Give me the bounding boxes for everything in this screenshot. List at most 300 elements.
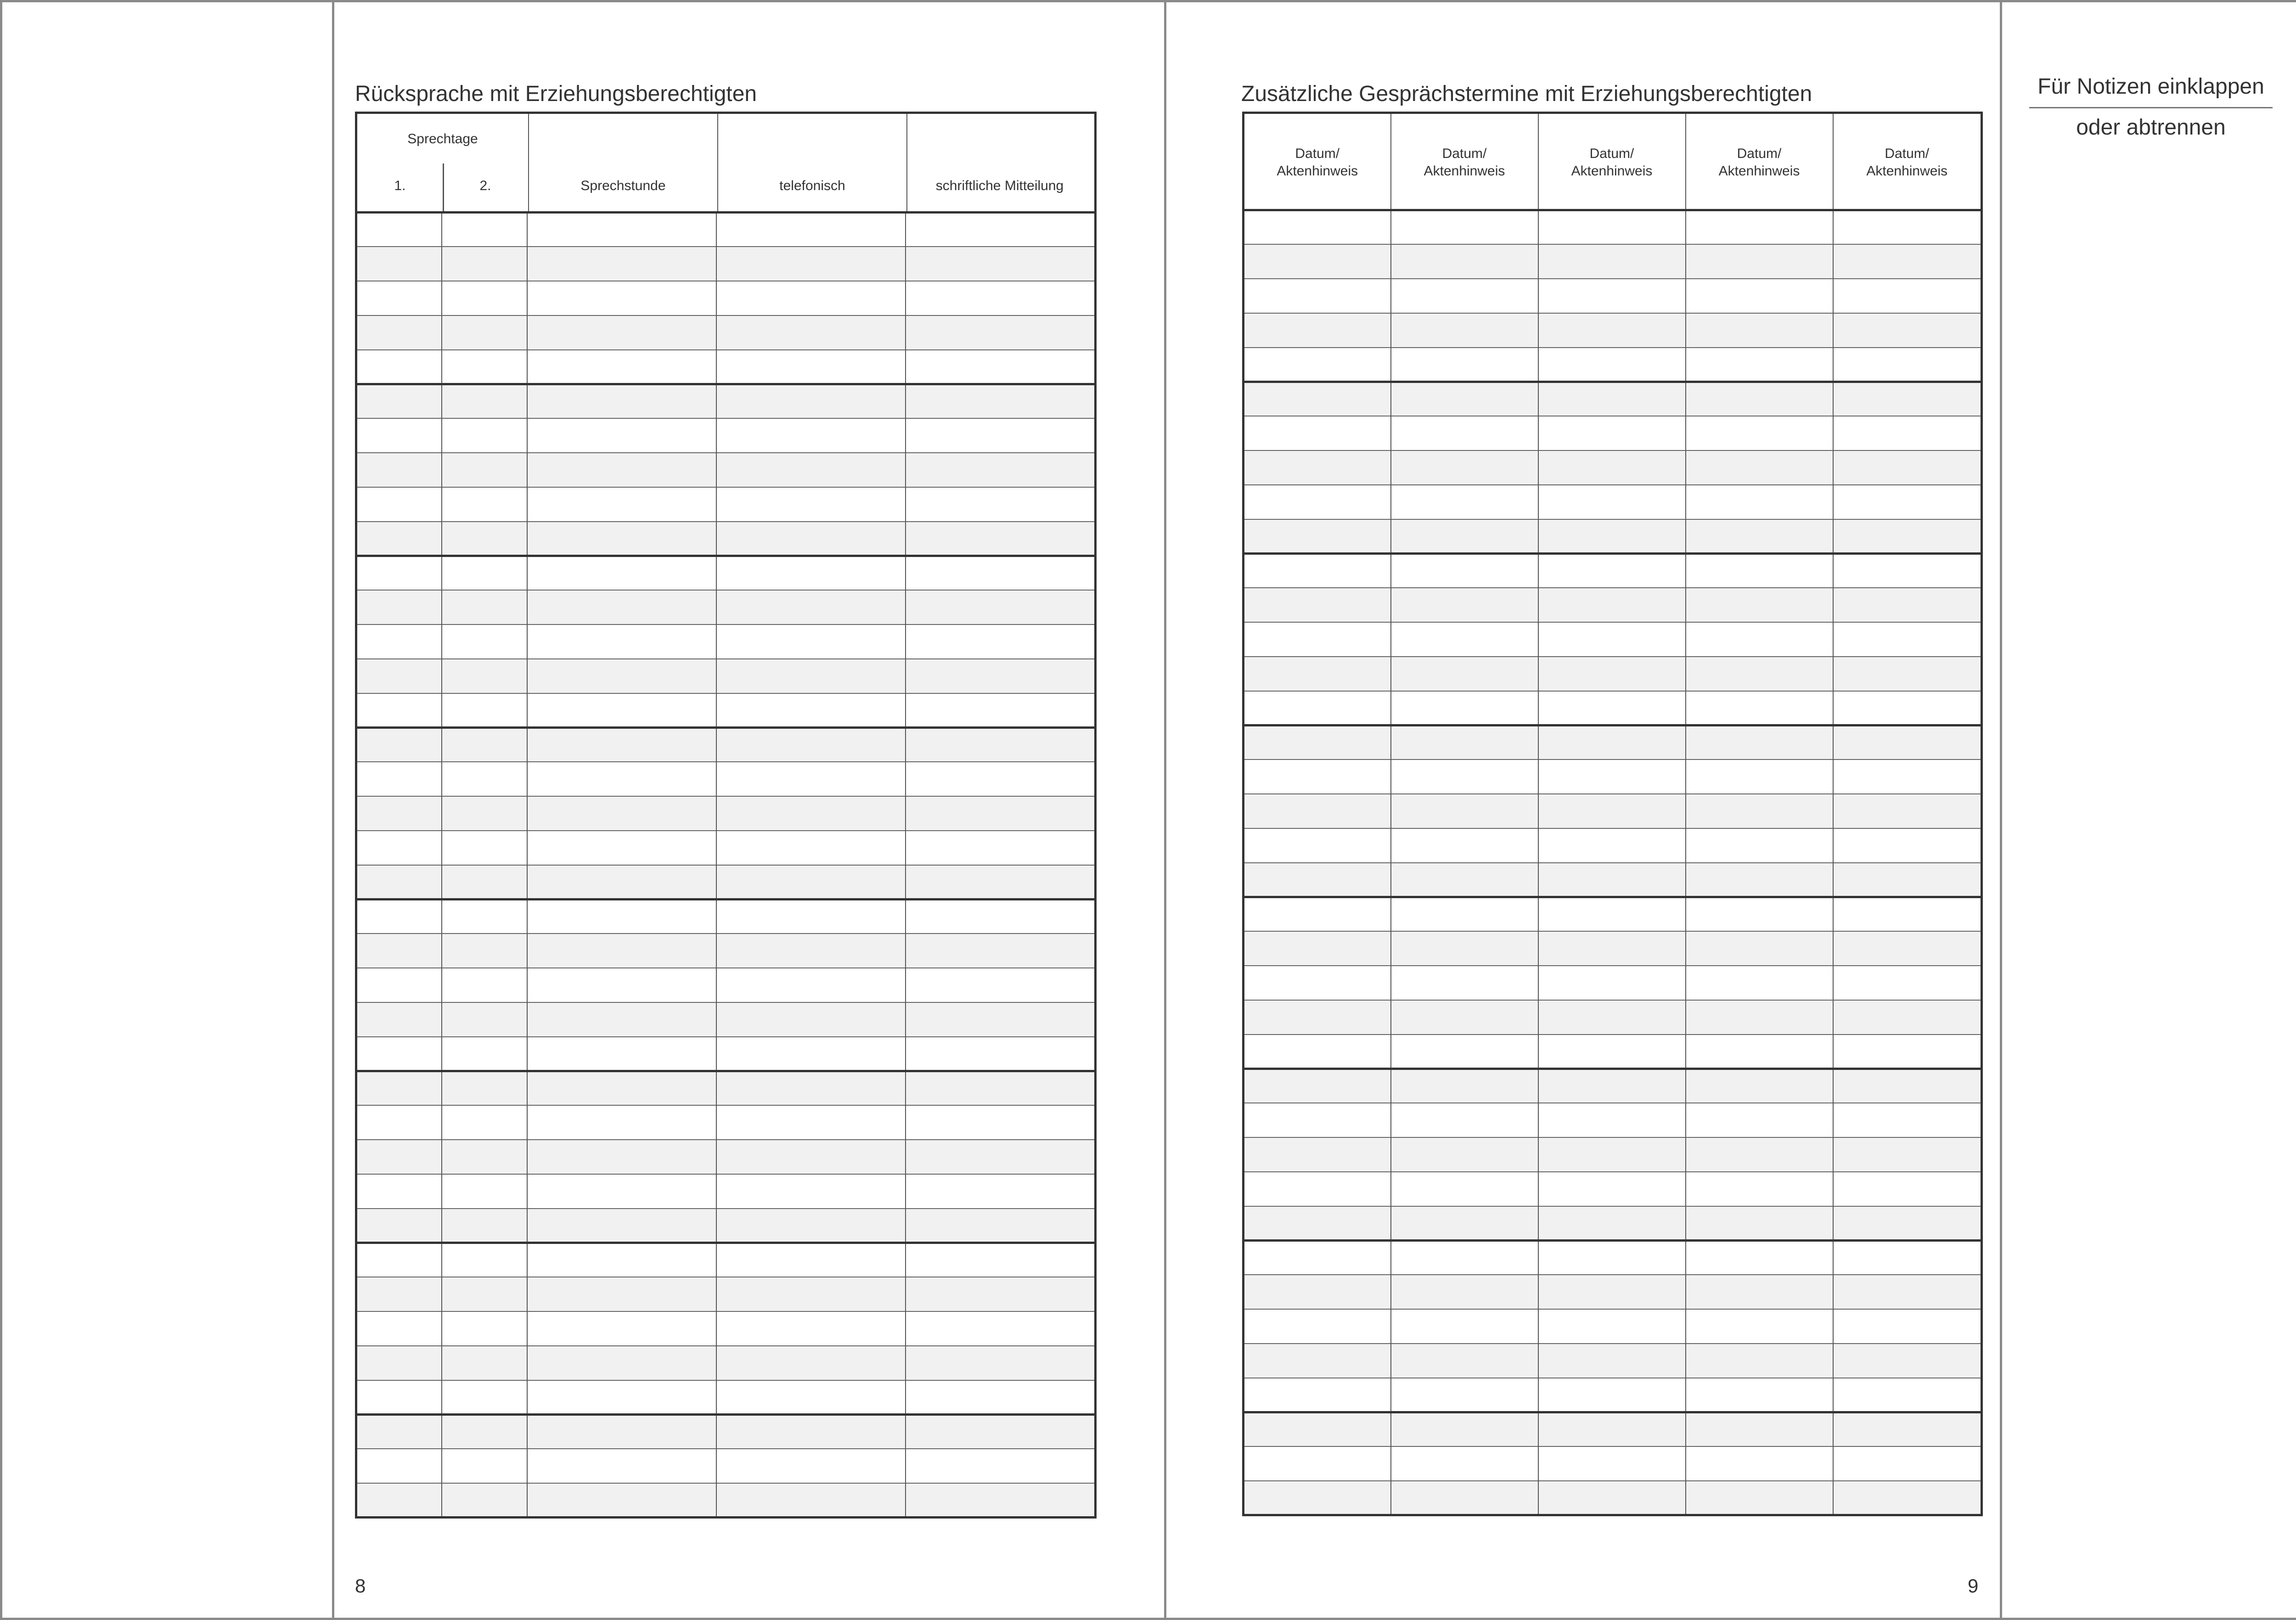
left-table-cell[interactable] xyxy=(527,281,716,315)
right-table-cell[interactable] xyxy=(1391,450,1538,485)
left-table-cell[interactable] xyxy=(527,213,716,247)
left-table-cell[interactable] xyxy=(906,1105,1096,1140)
left-table-cell[interactable] xyxy=(356,899,442,934)
left-table-cell[interactable] xyxy=(527,693,716,728)
left-table-cell[interactable] xyxy=(442,1380,527,1415)
right-table-cell[interactable] xyxy=(1686,725,1833,759)
right-table-cell[interactable] xyxy=(1244,1035,1391,1069)
left-table-cell[interactable] xyxy=(442,247,527,281)
left-table-cell[interactable] xyxy=(442,418,527,453)
left-table-cell[interactable] xyxy=(356,1346,442,1380)
right-table-cell[interactable] xyxy=(1686,348,1833,382)
right-table-cell[interactable] xyxy=(1686,759,1833,794)
left-table-cell[interactable] xyxy=(527,1140,716,1174)
left-table-cell[interactable] xyxy=(716,693,906,728)
left-table-cell[interactable] xyxy=(716,487,906,522)
left-table-cell[interactable] xyxy=(716,762,906,796)
right-table-cell[interactable] xyxy=(1833,863,1982,897)
left-table-cell[interactable] xyxy=(906,659,1096,693)
right-table-cell[interactable] xyxy=(1538,1206,1686,1241)
right-table-cell[interactable] xyxy=(1391,1446,1538,1481)
right-table-cell[interactable] xyxy=(1391,897,1538,931)
left-table-cell[interactable] xyxy=(356,865,442,900)
left-table-cell[interactable] xyxy=(356,590,442,624)
left-table-cell[interactable] xyxy=(906,1414,1096,1449)
right-table-cell[interactable] xyxy=(1244,897,1391,931)
left-table-cell[interactable] xyxy=(527,762,716,796)
left-table-cell[interactable] xyxy=(716,522,906,556)
left-table-cell[interactable] xyxy=(906,384,1096,418)
right-table-cell[interactable] xyxy=(1833,1206,1982,1241)
left-table-cell[interactable] xyxy=(906,487,1096,522)
right-table-cell[interactable] xyxy=(1244,1275,1391,1309)
right-table-cell[interactable] xyxy=(1833,210,1982,245)
right-table-cell[interactable] xyxy=(1391,485,1538,519)
left-table-cell[interactable] xyxy=(442,1449,527,1483)
right-table-cell[interactable] xyxy=(1244,863,1391,897)
left-table-cell[interactable] xyxy=(356,418,442,453)
right-table-cell[interactable] xyxy=(1538,1000,1686,1035)
left-table-cell[interactable] xyxy=(906,727,1096,762)
right-table-cell[interactable] xyxy=(1538,485,1686,519)
right-table-cell[interactable] xyxy=(1686,450,1833,485)
left-table-cell[interactable] xyxy=(906,1140,1096,1174)
right-table-cell[interactable] xyxy=(1538,794,1686,828)
left-table-cell[interactable] xyxy=(442,315,527,350)
left-table-cell[interactable] xyxy=(527,1071,716,1105)
left-table-cell[interactable] xyxy=(442,727,527,762)
left-table-cell[interactable] xyxy=(716,727,906,762)
right-table-cell[interactable] xyxy=(1244,1412,1391,1446)
right-table-cell[interactable] xyxy=(1538,1069,1686,1103)
right-table-cell[interactable] xyxy=(1391,1206,1538,1241)
right-table-cell[interactable] xyxy=(1538,588,1686,622)
right-table-cell[interactable] xyxy=(1538,519,1686,554)
left-table-cell[interactable] xyxy=(906,556,1096,590)
right-table-cell[interactable] xyxy=(1538,828,1686,863)
left-table-cell[interactable] xyxy=(356,522,442,556)
left-table-cell[interactable] xyxy=(716,350,906,384)
right-table-cell[interactable] xyxy=(1833,348,1982,382)
left-table-cell[interactable] xyxy=(442,762,527,796)
left-table-cell[interactable] xyxy=(442,796,527,831)
right-table-cell[interactable] xyxy=(1244,210,1391,245)
right-table-cell[interactable] xyxy=(1538,1344,1686,1378)
left-table-cell[interactable] xyxy=(906,453,1096,487)
left-table-cell[interactable] xyxy=(906,1311,1096,1346)
left-table-cell[interactable] xyxy=(716,1346,906,1380)
left-table-cell[interactable] xyxy=(716,281,906,315)
left-table-cell[interactable] xyxy=(442,1346,527,1380)
left-table-cell[interactable] xyxy=(356,1483,442,1518)
right-table-cell[interactable] xyxy=(1538,553,1686,588)
right-table-cell[interactable] xyxy=(1391,725,1538,759)
left-table-cell[interactable] xyxy=(356,384,442,418)
right-table-cell[interactable] xyxy=(1391,691,1538,726)
left-table-cell[interactable] xyxy=(527,418,716,453)
right-table-cell[interactable] xyxy=(1686,1309,1833,1344)
right-table-cell[interactable] xyxy=(1538,759,1686,794)
left-table-cell[interactable] xyxy=(716,247,906,281)
left-table-cell[interactable] xyxy=(906,418,1096,453)
right-table-cell[interactable] xyxy=(1686,897,1833,931)
left-table-cell[interactable] xyxy=(527,727,716,762)
right-table-cell[interactable] xyxy=(1686,210,1833,245)
right-table-cell[interactable] xyxy=(1538,1275,1686,1309)
right-table-cell[interactable] xyxy=(1538,657,1686,691)
right-table-cell[interactable] xyxy=(1538,691,1686,726)
right-table-cell[interactable] xyxy=(1833,622,1982,657)
left-table-cell[interactable] xyxy=(906,693,1096,728)
right-table-cell[interactable] xyxy=(1391,828,1538,863)
left-table-cell[interactable] xyxy=(442,590,527,624)
right-table-cell[interactable] xyxy=(1833,1344,1982,1378)
right-table-cell[interactable] xyxy=(1686,416,1833,450)
right-table-cell[interactable] xyxy=(1391,622,1538,657)
left-table-cell[interactable] xyxy=(906,350,1096,384)
right-table-cell[interactable] xyxy=(1538,348,1686,382)
left-table-cell[interactable] xyxy=(356,934,442,968)
right-table-cell[interactable] xyxy=(1833,691,1982,726)
right-table-cell[interactable] xyxy=(1244,622,1391,657)
left-table-cell[interactable] xyxy=(716,384,906,418)
left-table-cell[interactable] xyxy=(527,831,716,865)
left-table-cell[interactable] xyxy=(356,1105,442,1140)
right-table-cell[interactable] xyxy=(1686,588,1833,622)
left-table-cell[interactable] xyxy=(527,1380,716,1415)
left-table-cell[interactable] xyxy=(716,934,906,968)
right-table-cell[interactable] xyxy=(1686,1069,1833,1103)
right-table-cell[interactable] xyxy=(1244,1206,1391,1241)
left-table-cell[interactable] xyxy=(527,1174,716,1209)
left-table-cell[interactable] xyxy=(442,1037,527,1071)
left-table-cell[interactable] xyxy=(716,624,906,659)
right-table-cell[interactable] xyxy=(1686,1344,1833,1378)
right-table-cell[interactable] xyxy=(1244,931,1391,966)
left-table-cell[interactable] xyxy=(906,1071,1096,1105)
left-table-cell[interactable] xyxy=(716,1209,906,1243)
left-table-cell[interactable] xyxy=(527,968,716,1002)
right-table-cell[interactable] xyxy=(1244,1103,1391,1137)
left-table-cell[interactable] xyxy=(906,1209,1096,1243)
left-table-cell[interactable] xyxy=(356,831,442,865)
right-table-cell[interactable] xyxy=(1833,1000,1982,1035)
right-table-cell[interactable] xyxy=(1833,485,1982,519)
right-table-cell[interactable] xyxy=(1833,931,1982,966)
left-table-cell[interactable] xyxy=(442,1105,527,1140)
left-table-cell[interactable] xyxy=(442,1414,527,1449)
right-table-cell[interactable] xyxy=(1244,588,1391,622)
right-table-cell[interactable] xyxy=(1244,1309,1391,1344)
right-table-cell[interactable] xyxy=(1391,519,1538,554)
right-table-cell[interactable] xyxy=(1686,966,1833,1000)
right-table-cell[interactable] xyxy=(1833,1481,1982,1515)
right-table-cell[interactable] xyxy=(1244,794,1391,828)
right-table-cell[interactable] xyxy=(1686,828,1833,863)
left-table-cell[interactable] xyxy=(527,796,716,831)
right-table-cell[interactable] xyxy=(1686,1103,1833,1137)
right-table-cell[interactable] xyxy=(1391,759,1538,794)
left-table-cell[interactable] xyxy=(906,1037,1096,1071)
left-table-cell[interactable] xyxy=(527,1414,716,1449)
right-table-cell[interactable] xyxy=(1391,244,1538,279)
left-table-cell[interactable] xyxy=(356,968,442,1002)
left-table-cell[interactable] xyxy=(716,1174,906,1209)
right-table-cell[interactable] xyxy=(1686,691,1833,726)
right-table-cell[interactable] xyxy=(1833,279,1982,313)
left-table-cell[interactable] xyxy=(906,865,1096,900)
right-table-cell[interactable] xyxy=(1686,1172,1833,1206)
left-table-cell[interactable] xyxy=(527,315,716,350)
left-table-cell[interactable] xyxy=(442,693,527,728)
right-table-cell[interactable] xyxy=(1686,1035,1833,1069)
right-table-cell[interactable] xyxy=(1391,1240,1538,1275)
left-table-cell[interactable] xyxy=(356,1209,442,1243)
left-table-cell[interactable] xyxy=(527,1449,716,1483)
left-table-cell[interactable] xyxy=(527,384,716,418)
left-table-cell[interactable] xyxy=(442,213,527,247)
left-table-cell[interactable] xyxy=(716,968,906,1002)
right-table-cell[interactable] xyxy=(1833,897,1982,931)
left-table-cell[interactable] xyxy=(356,1174,442,1209)
right-table-cell[interactable] xyxy=(1538,279,1686,313)
left-table-cell[interactable] xyxy=(906,1449,1096,1483)
right-table-cell[interactable] xyxy=(1686,382,1833,416)
left-table-cell[interactable] xyxy=(527,659,716,693)
left-table-cell[interactable] xyxy=(906,796,1096,831)
left-table-cell[interactable] xyxy=(356,453,442,487)
left-table-cell[interactable] xyxy=(356,487,442,522)
left-table-cell[interactable] xyxy=(527,1209,716,1243)
right-table-cell[interactable] xyxy=(1833,416,1982,450)
left-table-cell[interactable] xyxy=(906,1346,1096,1380)
right-table-cell[interactable] xyxy=(1833,1069,1982,1103)
left-table-cell[interactable] xyxy=(527,1346,716,1380)
left-table-cell[interactable] xyxy=(442,968,527,1002)
left-table-cell[interactable] xyxy=(527,1037,716,1071)
right-table-cell[interactable] xyxy=(1244,1172,1391,1206)
left-table-cell[interactable] xyxy=(442,1174,527,1209)
left-table-cell[interactable] xyxy=(356,247,442,281)
left-table-cell[interactable] xyxy=(716,418,906,453)
left-table-cell[interactable] xyxy=(716,453,906,487)
right-table-cell[interactable] xyxy=(1391,863,1538,897)
left-table-cell[interactable] xyxy=(356,624,442,659)
right-table-cell[interactable] xyxy=(1244,553,1391,588)
left-table-cell[interactable] xyxy=(527,899,716,934)
left-table-cell[interactable] xyxy=(442,556,527,590)
right-table-cell[interactable] xyxy=(1244,1240,1391,1275)
left-table-cell[interactable] xyxy=(356,1071,442,1105)
right-table-cell[interactable] xyxy=(1538,1035,1686,1069)
right-table-cell[interactable] xyxy=(1244,1344,1391,1378)
right-table-cell[interactable] xyxy=(1686,1137,1833,1172)
left-table-cell[interactable] xyxy=(356,796,442,831)
left-table-cell[interactable] xyxy=(716,1071,906,1105)
right-table-cell[interactable] xyxy=(1538,210,1686,245)
left-table-cell[interactable] xyxy=(716,1414,906,1449)
left-table-cell[interactable] xyxy=(442,350,527,384)
left-table-cell[interactable] xyxy=(356,693,442,728)
right-table-cell[interactable] xyxy=(1391,1275,1538,1309)
left-table-cell[interactable] xyxy=(442,899,527,934)
left-table-cell[interactable] xyxy=(527,1277,716,1311)
left-table-cell[interactable] xyxy=(442,1071,527,1105)
left-table-cell[interactable] xyxy=(442,865,527,900)
right-table-cell[interactable] xyxy=(1244,1481,1391,1515)
right-table-cell[interactable] xyxy=(1391,348,1538,382)
left-table-cell[interactable] xyxy=(442,522,527,556)
right-table-cell[interactable] xyxy=(1833,1412,1982,1446)
left-table-cell[interactable] xyxy=(527,350,716,384)
right-table-cell[interactable] xyxy=(1833,1103,1982,1137)
left-table-cell[interactable] xyxy=(716,556,906,590)
right-table-cell[interactable] xyxy=(1391,1172,1538,1206)
right-table-cell[interactable] xyxy=(1244,450,1391,485)
right-table-cell[interactable] xyxy=(1833,382,1982,416)
left-table-cell[interactable] xyxy=(716,590,906,624)
right-table-cell[interactable] xyxy=(1244,657,1391,691)
right-table-cell[interactable] xyxy=(1391,1000,1538,1035)
right-table-cell[interactable] xyxy=(1833,588,1982,622)
right-table-cell[interactable] xyxy=(1391,1309,1538,1344)
right-table-cell[interactable] xyxy=(1244,966,1391,1000)
right-table-cell[interactable] xyxy=(1538,313,1686,348)
right-table-cell[interactable] xyxy=(1538,1103,1686,1137)
left-table-cell[interactable] xyxy=(527,453,716,487)
right-table-cell[interactable] xyxy=(1391,1137,1538,1172)
right-table-cell[interactable] xyxy=(1391,416,1538,450)
right-table-cell[interactable] xyxy=(1244,1000,1391,1035)
right-table-cell[interactable] xyxy=(1833,1137,1982,1172)
right-table-cell[interactable] xyxy=(1686,1446,1833,1481)
right-table-cell[interactable] xyxy=(1391,313,1538,348)
right-table-cell[interactable] xyxy=(1244,1378,1391,1412)
right-table-cell[interactable] xyxy=(1244,1137,1391,1172)
left-table-cell[interactable] xyxy=(442,1243,527,1277)
right-table-cell[interactable] xyxy=(1244,416,1391,450)
right-table-cell[interactable] xyxy=(1391,382,1538,416)
left-table-cell[interactable] xyxy=(906,1483,1096,1518)
left-table-cell[interactable] xyxy=(906,899,1096,934)
left-table-cell[interactable] xyxy=(356,315,442,350)
left-table-cell[interactable] xyxy=(906,624,1096,659)
left-table-cell[interactable] xyxy=(906,590,1096,624)
right-table-cell[interactable] xyxy=(1833,1446,1982,1481)
right-table-cell[interactable] xyxy=(1391,1035,1538,1069)
right-table-cell[interactable] xyxy=(1686,553,1833,588)
left-table-cell[interactable] xyxy=(527,624,716,659)
left-table-cell[interactable] xyxy=(527,865,716,900)
left-table-cell[interactable] xyxy=(716,1037,906,1071)
left-table-cell[interactable] xyxy=(906,968,1096,1002)
left-table-cell[interactable] xyxy=(356,281,442,315)
left-table-cell[interactable] xyxy=(906,1277,1096,1311)
left-table-cell[interactable] xyxy=(906,934,1096,968)
right-table-cell[interactable] xyxy=(1244,759,1391,794)
left-table-cell[interactable] xyxy=(356,762,442,796)
right-table-cell[interactable] xyxy=(1244,1446,1391,1481)
left-table-cell[interactable] xyxy=(442,1311,527,1346)
left-table-cell[interactable] xyxy=(716,1380,906,1415)
left-table-cell[interactable] xyxy=(527,590,716,624)
right-table-cell[interactable] xyxy=(1244,244,1391,279)
right-table-cell[interactable] xyxy=(1244,382,1391,416)
right-table-cell[interactable] xyxy=(1686,1275,1833,1309)
right-table-cell[interactable] xyxy=(1391,1344,1538,1378)
right-table-cell[interactable] xyxy=(1538,1137,1686,1172)
right-table-cell[interactable] xyxy=(1244,828,1391,863)
right-table-cell[interactable] xyxy=(1538,1172,1686,1206)
right-table-cell[interactable] xyxy=(1391,1103,1538,1137)
right-table-cell[interactable] xyxy=(1391,1481,1538,1515)
right-table-cell[interactable] xyxy=(1244,485,1391,519)
right-table-cell[interactable] xyxy=(1833,553,1982,588)
left-table-cell[interactable] xyxy=(716,213,906,247)
left-table-cell[interactable] xyxy=(527,487,716,522)
left-table-cell[interactable] xyxy=(356,727,442,762)
left-table-cell[interactable] xyxy=(716,1105,906,1140)
left-table-cell[interactable] xyxy=(716,831,906,865)
right-table-cell[interactable] xyxy=(1391,1412,1538,1446)
right-table-cell[interactable] xyxy=(1244,279,1391,313)
right-table-cell[interactable] xyxy=(1833,1240,1982,1275)
right-table-cell[interactable] xyxy=(1833,519,1982,554)
left-table-cell[interactable] xyxy=(442,453,527,487)
right-table-cell[interactable] xyxy=(1686,1481,1833,1515)
left-table-cell[interactable] xyxy=(906,831,1096,865)
right-table-cell[interactable] xyxy=(1686,244,1833,279)
left-table-cell[interactable] xyxy=(716,1140,906,1174)
left-table-cell[interactable] xyxy=(906,213,1096,247)
left-table-cell[interactable] xyxy=(356,1140,442,1174)
left-table-cell[interactable] xyxy=(527,1243,716,1277)
right-table-cell[interactable] xyxy=(1538,725,1686,759)
left-table-cell[interactable] xyxy=(442,1483,527,1518)
right-table-cell[interactable] xyxy=(1686,931,1833,966)
right-table-cell[interactable] xyxy=(1686,1000,1833,1035)
left-table-cell[interactable] xyxy=(716,796,906,831)
right-table-cell[interactable] xyxy=(1538,1309,1686,1344)
left-table-cell[interactable] xyxy=(356,1037,442,1071)
right-table-cell[interactable] xyxy=(1833,1378,1982,1412)
right-table-cell[interactable] xyxy=(1538,897,1686,931)
left-table-cell[interactable] xyxy=(527,1311,716,1346)
left-table-cell[interactable] xyxy=(442,934,527,968)
left-table-cell[interactable] xyxy=(906,522,1096,556)
right-table-cell[interactable] xyxy=(1686,313,1833,348)
right-table-cell[interactable] xyxy=(1244,519,1391,554)
left-table-cell[interactable] xyxy=(356,556,442,590)
right-table-cell[interactable] xyxy=(1686,794,1833,828)
right-table-cell[interactable] xyxy=(1686,1378,1833,1412)
left-table-cell[interactable] xyxy=(716,1483,906,1518)
left-table-cell[interactable] xyxy=(442,659,527,693)
left-table-cell[interactable] xyxy=(356,659,442,693)
right-table-cell[interactable] xyxy=(1833,313,1982,348)
left-table-cell[interactable] xyxy=(906,1243,1096,1277)
left-table-cell[interactable] xyxy=(442,384,527,418)
right-table-cell[interactable] xyxy=(1833,244,1982,279)
left-table-cell[interactable] xyxy=(527,522,716,556)
right-table-cell[interactable] xyxy=(1833,1035,1982,1069)
left-table-cell[interactable] xyxy=(442,624,527,659)
right-table-cell[interactable] xyxy=(1686,622,1833,657)
left-table-cell[interactable] xyxy=(356,1449,442,1483)
left-table-cell[interactable] xyxy=(527,1483,716,1518)
right-table-cell[interactable] xyxy=(1391,794,1538,828)
left-table-cell[interactable] xyxy=(442,1002,527,1037)
